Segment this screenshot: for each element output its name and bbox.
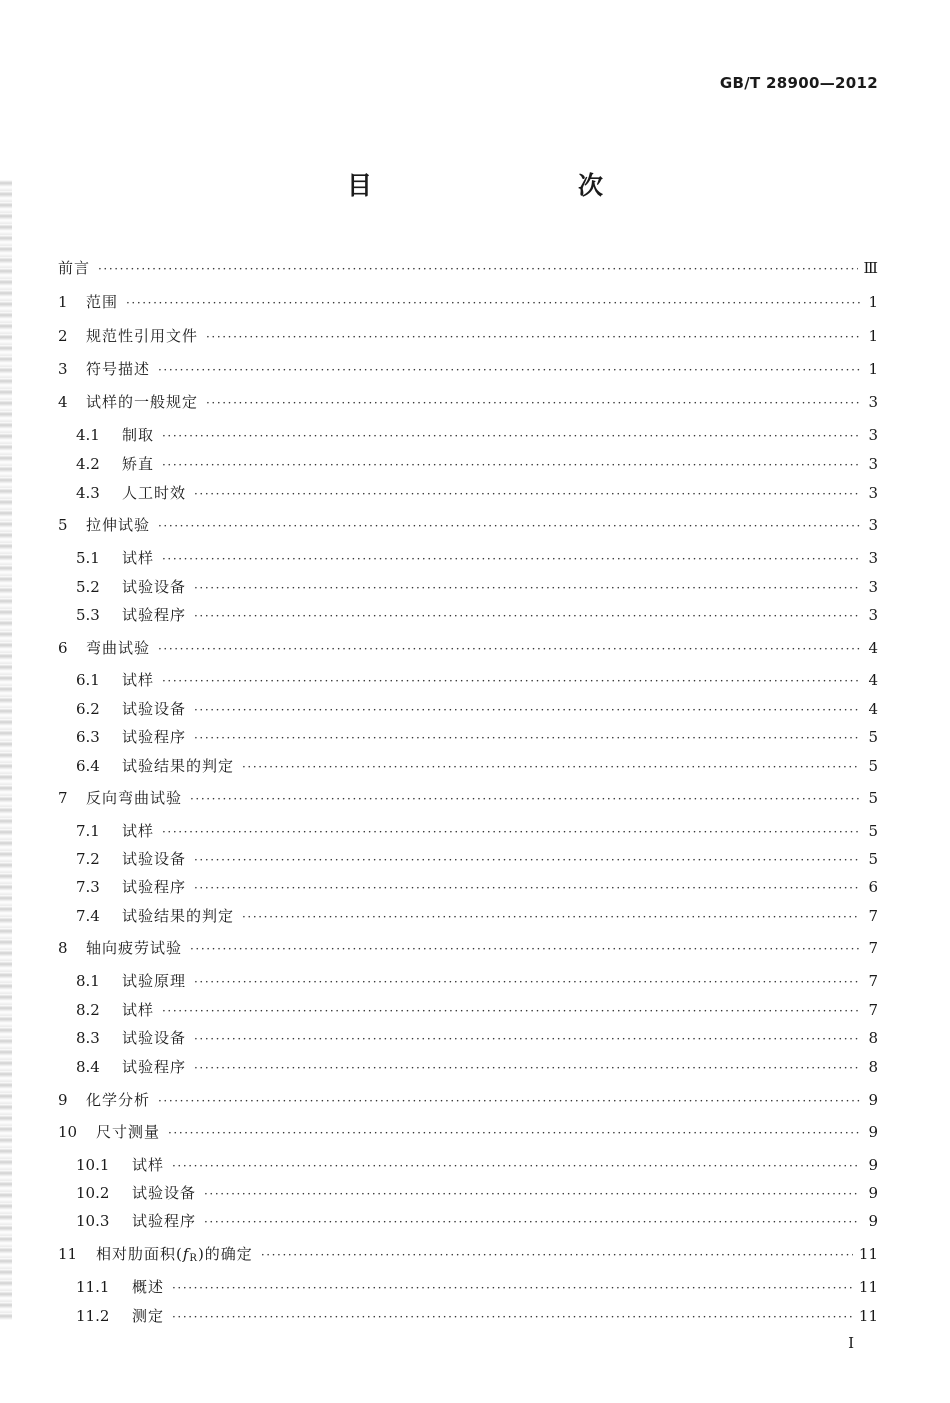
- toc-entry-page: 9: [868, 1091, 878, 1109]
- toc-entry-number: 4.1: [76, 426, 100, 444]
- toc-entry-number: 2: [58, 327, 68, 345]
- toc-entry-page: 5: [868, 728, 878, 746]
- toc-entry[interactable]: [76, 970, 878, 994]
- toc-entry-label: 试验原理: [122, 972, 187, 990]
- toc-dot-leader: [190, 942, 860, 956]
- toc-entry[interactable]: [76, 424, 878, 448]
- toc-entry-number: 8.3: [76, 1029, 100, 1047]
- toc-entry-label: 试验设备: [122, 850, 187, 868]
- toc-entry-page: 7: [868, 939, 878, 957]
- toc-entry-number: 3: [58, 360, 68, 378]
- toc-entry[interactable]: [76, 604, 878, 628]
- toc-entry-number: 1: [58, 293, 68, 311]
- toc-entry-number: 7.4: [76, 907, 100, 925]
- toc-entry-label: 制取: [122, 426, 155, 444]
- toc-entry-label: 弯曲试验: [86, 639, 151, 657]
- toc-entry-page: 4: [868, 639, 878, 657]
- toc-entry-number: 4.3: [76, 484, 100, 502]
- toc-dot-leader: [168, 1126, 860, 1140]
- toc-entry[interactable]: [58, 325, 878, 349]
- toc-entry-label: 试验设备: [122, 700, 187, 718]
- toc-entry[interactable]: [76, 755, 878, 779]
- toc-entry-number: 5.3: [76, 606, 100, 624]
- toc-entry-label: 试验设备: [132, 1184, 197, 1202]
- toc-dot-leader: [206, 396, 860, 410]
- standard-number: GB/T 28900—2012: [719, 74, 878, 92]
- toc-entry[interactable]: [76, 726, 878, 750]
- toc-entry-page: 8: [868, 1058, 878, 1076]
- toc-entry-page: 6: [868, 878, 878, 896]
- toc-entry-page: 3: [868, 393, 878, 411]
- toc-dot-leader: [158, 642, 860, 656]
- toc-entry-label: 试验结果的判定: [122, 757, 235, 775]
- toc-entry-label: 试验结果的判定: [122, 907, 235, 925]
- toc-dot-leader: [194, 1032, 860, 1046]
- toc-entry-label: 符号描述: [86, 360, 151, 378]
- toc-entry-page: 8: [868, 1029, 878, 1047]
- toc-dot-leader: [194, 703, 860, 717]
- toc-entry[interactable]: [76, 698, 878, 722]
- toc-entry-label: 试验程序: [122, 606, 187, 624]
- toc-entry-label: 人工时效: [122, 484, 187, 502]
- toc-entry-number: 8.2: [76, 1001, 100, 1019]
- toc-entry-page: Ⅲ: [863, 259, 878, 277]
- toc-entry[interactable]: [76, 876, 878, 900]
- toc-dot-leader: [162, 1004, 860, 1018]
- toc-entry-page: 9: [868, 1123, 878, 1141]
- toc-entry-page: 11: [858, 1278, 878, 1296]
- toc-entry-label: 试样: [122, 1001, 155, 1019]
- toc-entry[interactable]: [76, 669, 878, 693]
- toc-entry[interactable]: [58, 1243, 878, 1267]
- toc-entry-page: 3: [868, 606, 878, 624]
- toc-entry[interactable]: [58, 391, 878, 415]
- toc-entry-number: 8.4: [76, 1058, 100, 1076]
- toc-entry-number: 5: [58, 516, 68, 534]
- toc-dot-leader: [172, 1310, 853, 1324]
- toc-entry-page: 1: [868, 293, 878, 311]
- toc-entry-label: 测定: [132, 1307, 165, 1325]
- toc-dot-leader: [162, 825, 860, 839]
- toc-dot-leader: [194, 853, 860, 867]
- toc-entry-number: 4.2: [76, 455, 100, 473]
- toc-entry-number: 9: [58, 1091, 68, 1109]
- toc-dot-leader: [172, 1281, 853, 1295]
- toc-entry-label: 拉伸试验: [86, 516, 151, 534]
- toc-entry-page: 4: [868, 671, 878, 689]
- toc-entry-page: 7: [868, 1001, 878, 1019]
- toc-dot-leader: [194, 881, 860, 895]
- toc-entry-label: 试验程序: [122, 878, 187, 896]
- toc-entry-label: 试样的一般规定: [86, 393, 199, 411]
- toc-dot-leader: [158, 519, 860, 533]
- toc-dot-leader: [162, 552, 860, 566]
- toc-entry-page: 3: [868, 578, 878, 596]
- toc-entry-label: 试样: [122, 822, 155, 840]
- toc-entry-number: 10.3: [76, 1212, 110, 1230]
- toc-entry-number: 11.1: [76, 1278, 110, 1296]
- toc-entry[interactable]: [76, 453, 878, 477]
- toc-entry-number: 10.1: [76, 1156, 110, 1174]
- toc-dot-leader: [158, 1094, 860, 1108]
- toc-entry-page: 5: [868, 789, 878, 807]
- toc-entry-number: 6.1: [76, 671, 100, 689]
- toc-entry-number: 8: [58, 939, 68, 957]
- toc-entry-number: 6.2: [76, 700, 100, 718]
- toc-entry-number: 6.4: [76, 757, 100, 775]
- toc-entry-label: 反向弯曲试验: [86, 789, 183, 807]
- toc-entry[interactable]: [76, 547, 878, 571]
- toc-entry-label: 试样: [122, 549, 155, 567]
- toc-entry-number: 7.1: [76, 822, 100, 840]
- toc-entry-label: 尺寸测量: [96, 1123, 161, 1141]
- toc-entry[interactable]: [76, 1182, 878, 1206]
- toc-entry-label: 范围: [86, 293, 119, 311]
- toc-entry-number: 10: [58, 1123, 78, 1141]
- toc-entry-page: 7: [868, 907, 878, 925]
- toc-dot-leader: [242, 760, 860, 774]
- toc-dot-leader: [98, 262, 858, 276]
- scan-edge-artifact: [0, 180, 12, 1320]
- toc-entry[interactable]: [76, 1276, 878, 1300]
- toc-entry[interactable]: [58, 1089, 878, 1113]
- toc-entry-number: 5.1: [76, 549, 100, 567]
- toc-entry-number: 6.3: [76, 728, 100, 746]
- toc-dot-leader: [126, 296, 860, 310]
- toc-entry-label: 前言: [58, 259, 91, 277]
- toc-dot-leader: [162, 429, 860, 443]
- toc-entry-label: 试样: [132, 1156, 165, 1174]
- toc-entry-page: 3: [868, 516, 878, 534]
- toc-entry-page: 3: [868, 484, 878, 502]
- toc-entry-number: 8.1: [76, 972, 100, 990]
- toc-entry-number: 11.2: [76, 1307, 110, 1325]
- toc-entry-number: 7.2: [76, 850, 100, 868]
- toc-dot-leader: [204, 1215, 860, 1229]
- toc-entry-label: 试验设备: [122, 1029, 187, 1047]
- toc-entry[interactable]: [58, 358, 878, 382]
- toc-entry-label: 试验设备: [122, 578, 187, 596]
- toc-entry-page: 5: [868, 822, 878, 840]
- toc-entry-page: 11: [858, 1245, 878, 1263]
- toc-entry-page: 3: [868, 426, 878, 444]
- toc-entry[interactable]: [58, 514, 878, 538]
- page-folio: I: [848, 1334, 854, 1352]
- toc-entry-number: 7.3: [76, 878, 100, 896]
- toc-entry-number: 11: [58, 1245, 78, 1263]
- toc-entry-page: 9: [868, 1212, 878, 1230]
- toc-entry[interactable]: [58, 291, 878, 315]
- toc-entry[interactable]: [76, 482, 878, 506]
- toc-entry-label: 试验程序: [122, 728, 187, 746]
- toc-dot-leader: [206, 330, 860, 344]
- toc-title: 目 次: [346, 171, 655, 200]
- toc-entry[interactable]: [76, 999, 878, 1023]
- toc-entry-page: 9: [868, 1156, 878, 1174]
- toc-entry-label: 试样: [122, 671, 155, 689]
- toc-dot-leader: [242, 910, 860, 924]
- toc-dot-leader: [194, 731, 860, 745]
- toc-entry-label: 化学分析: [86, 1091, 151, 1109]
- toc-entry[interactable]: [76, 1027, 878, 1051]
- toc-dot-leader: [194, 609, 860, 623]
- toc-dot-leader: [194, 581, 860, 595]
- toc-entry-label: 试验程序: [132, 1212, 197, 1230]
- toc-entry[interactable]: [76, 1305, 878, 1329]
- toc-dot-leader: [158, 363, 860, 377]
- toc-entry-number: 7: [58, 789, 68, 807]
- toc-dot-leader: [172, 1159, 860, 1173]
- toc-entry-page: 11: [858, 1307, 878, 1325]
- toc-entry-page: 3: [868, 549, 878, 567]
- toc-entry-number: 6: [58, 639, 68, 657]
- toc-entry[interactable]: [76, 1154, 878, 1178]
- toc-entry[interactable]: [76, 1056, 878, 1080]
- toc-dot-leader: [204, 1187, 860, 1201]
- toc-dot-leader: [261, 1248, 853, 1262]
- toc-entry-page: 5: [868, 757, 878, 775]
- toc-entry-label: 矫直: [122, 455, 155, 473]
- toc-entry-label: 轴向疲劳试验: [86, 939, 183, 957]
- toc-entry-page: 7: [868, 972, 878, 990]
- toc-entry-page: 3: [868, 455, 878, 473]
- toc-entry-page: 1: [868, 360, 878, 378]
- toc-dot-leader: [194, 1061, 860, 1075]
- toc-entry-page: 9: [868, 1184, 878, 1202]
- toc-dot-leader: [194, 487, 860, 501]
- toc-dot-leader: [162, 458, 860, 472]
- toc-dot-leader: [162, 674, 860, 688]
- toc-entry-number: 5.2: [76, 578, 100, 596]
- toc-entry[interactable]: [58, 257, 878, 281]
- toc-entry-page: 1: [868, 327, 878, 345]
- toc-entry[interactable]: [58, 637, 878, 661]
- toc-entry-label: 相对肋面积$(f_R)$的确定: [96, 1245, 253, 1264]
- toc-entry[interactable]: [58, 787, 878, 811]
- toc-entry-page: 4: [868, 700, 878, 718]
- toc-entry[interactable]: [58, 937, 878, 961]
- toc-entry-label: 规范性引用文件: [86, 327, 199, 345]
- toc-entry-page: 5: [868, 850, 878, 868]
- toc-entry-number: 10.2: [76, 1184, 110, 1202]
- toc-entry[interactable]: [76, 848, 878, 872]
- toc-entry-label: 试验程序: [122, 1058, 187, 1076]
- toc-dot-leader: [194, 975, 860, 989]
- toc-entry[interactable]: [76, 576, 878, 600]
- toc-entry[interactable]: [58, 1121, 878, 1145]
- toc-entry[interactable]: [76, 1210, 878, 1234]
- toc-entry[interactable]: [76, 820, 878, 844]
- toc-dot-leader: [190, 792, 860, 806]
- toc-entry[interactable]: [76, 905, 878, 929]
- toc-entry-label: 概述: [132, 1278, 165, 1296]
- toc-entry-number: 4: [58, 393, 68, 411]
